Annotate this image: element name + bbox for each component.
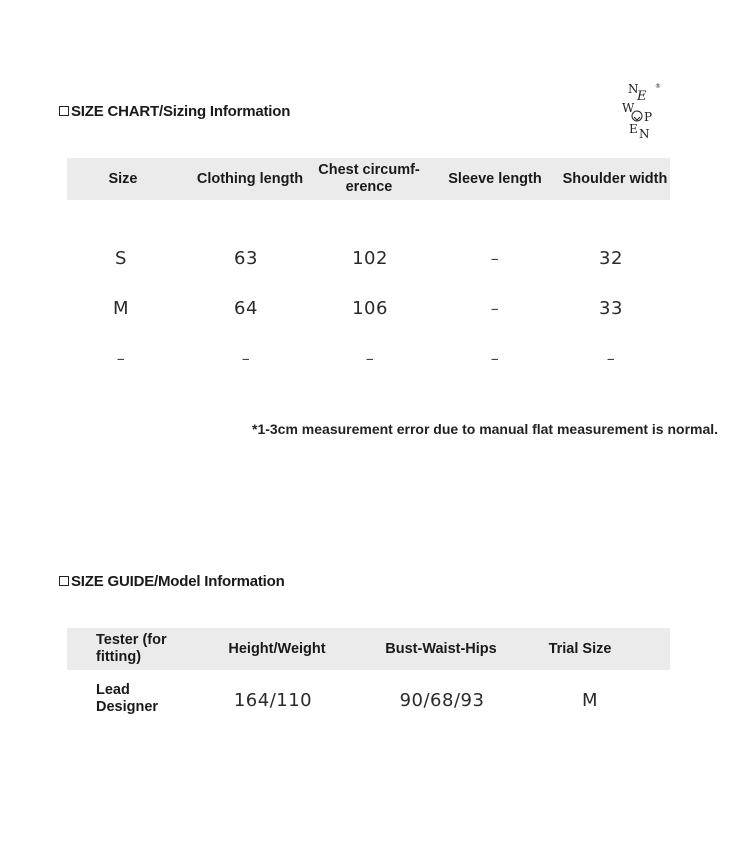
table-cell: – <box>241 349 251 368</box>
table-cell: – <box>490 349 500 368</box>
checkbox-square-icon <box>59 106 69 116</box>
table-cell: 106 <box>352 298 388 319</box>
col-header-sleeve-length: Sleeve length <box>448 171 542 187</box>
size-guide-title: SIZE GUIDE/Model Information <box>59 573 285 590</box>
logo-letter-w: W <box>622 101 635 115</box>
table-cell: – <box>490 299 500 318</box>
col-header-trial-size: Trial Size <box>548 641 612 657</box>
table-cell: – <box>116 349 126 368</box>
checkbox-square-icon <box>59 576 69 586</box>
col-header-height-weight: Height/Weight <box>228 641 326 657</box>
table-cell: 90/68/93 <box>399 690 485 711</box>
col-header-tester: Tester (for fitting) <box>96 632 167 665</box>
logo-letter-e: E <box>637 89 647 104</box>
logo-letter-n2: N <box>639 127 650 141</box>
brand-logo <box>618 80 666 142</box>
logo-letter-p: P <box>644 110 653 124</box>
logo-letter-n: N <box>628 82 639 96</box>
col-header-clothing-length: Clothing length <box>196 171 304 187</box>
table-cell: 32 <box>599 248 623 269</box>
table-cell: Lead Designer <box>96 682 159 715</box>
logo-letter-e2: E <box>629 122 638 136</box>
size-chart-title: SIZE CHART/Sizing Information <box>59 103 290 120</box>
col-header-shoulder-width: Shoulder width <box>562 171 668 187</box>
table-cell: – <box>490 249 500 268</box>
table-cell: M <box>112 298 130 319</box>
table-cell: 164/110 <box>233 690 313 711</box>
table-cell: 63 <box>234 248 258 269</box>
table-cell: 64 <box>234 298 258 319</box>
table-cell: M <box>581 690 599 711</box>
table-cell: 102 <box>352 248 388 269</box>
registered-mark: ® <box>655 83 661 90</box>
col-header-bust-waist-hips: Bust-Waist-Hips <box>385 641 497 657</box>
table-cell: – <box>606 349 616 368</box>
col-header-size: Size <box>108 171 138 187</box>
table-cell: 33 <box>599 298 623 319</box>
col-header-chest: Chest circumf- erence <box>318 162 420 195</box>
table-cell: S <box>115 248 127 269</box>
table-cell: – <box>365 349 375 368</box>
measurement-note: *1-3cm measurement error due to manual flat measurement is normal. <box>252 421 719 437</box>
